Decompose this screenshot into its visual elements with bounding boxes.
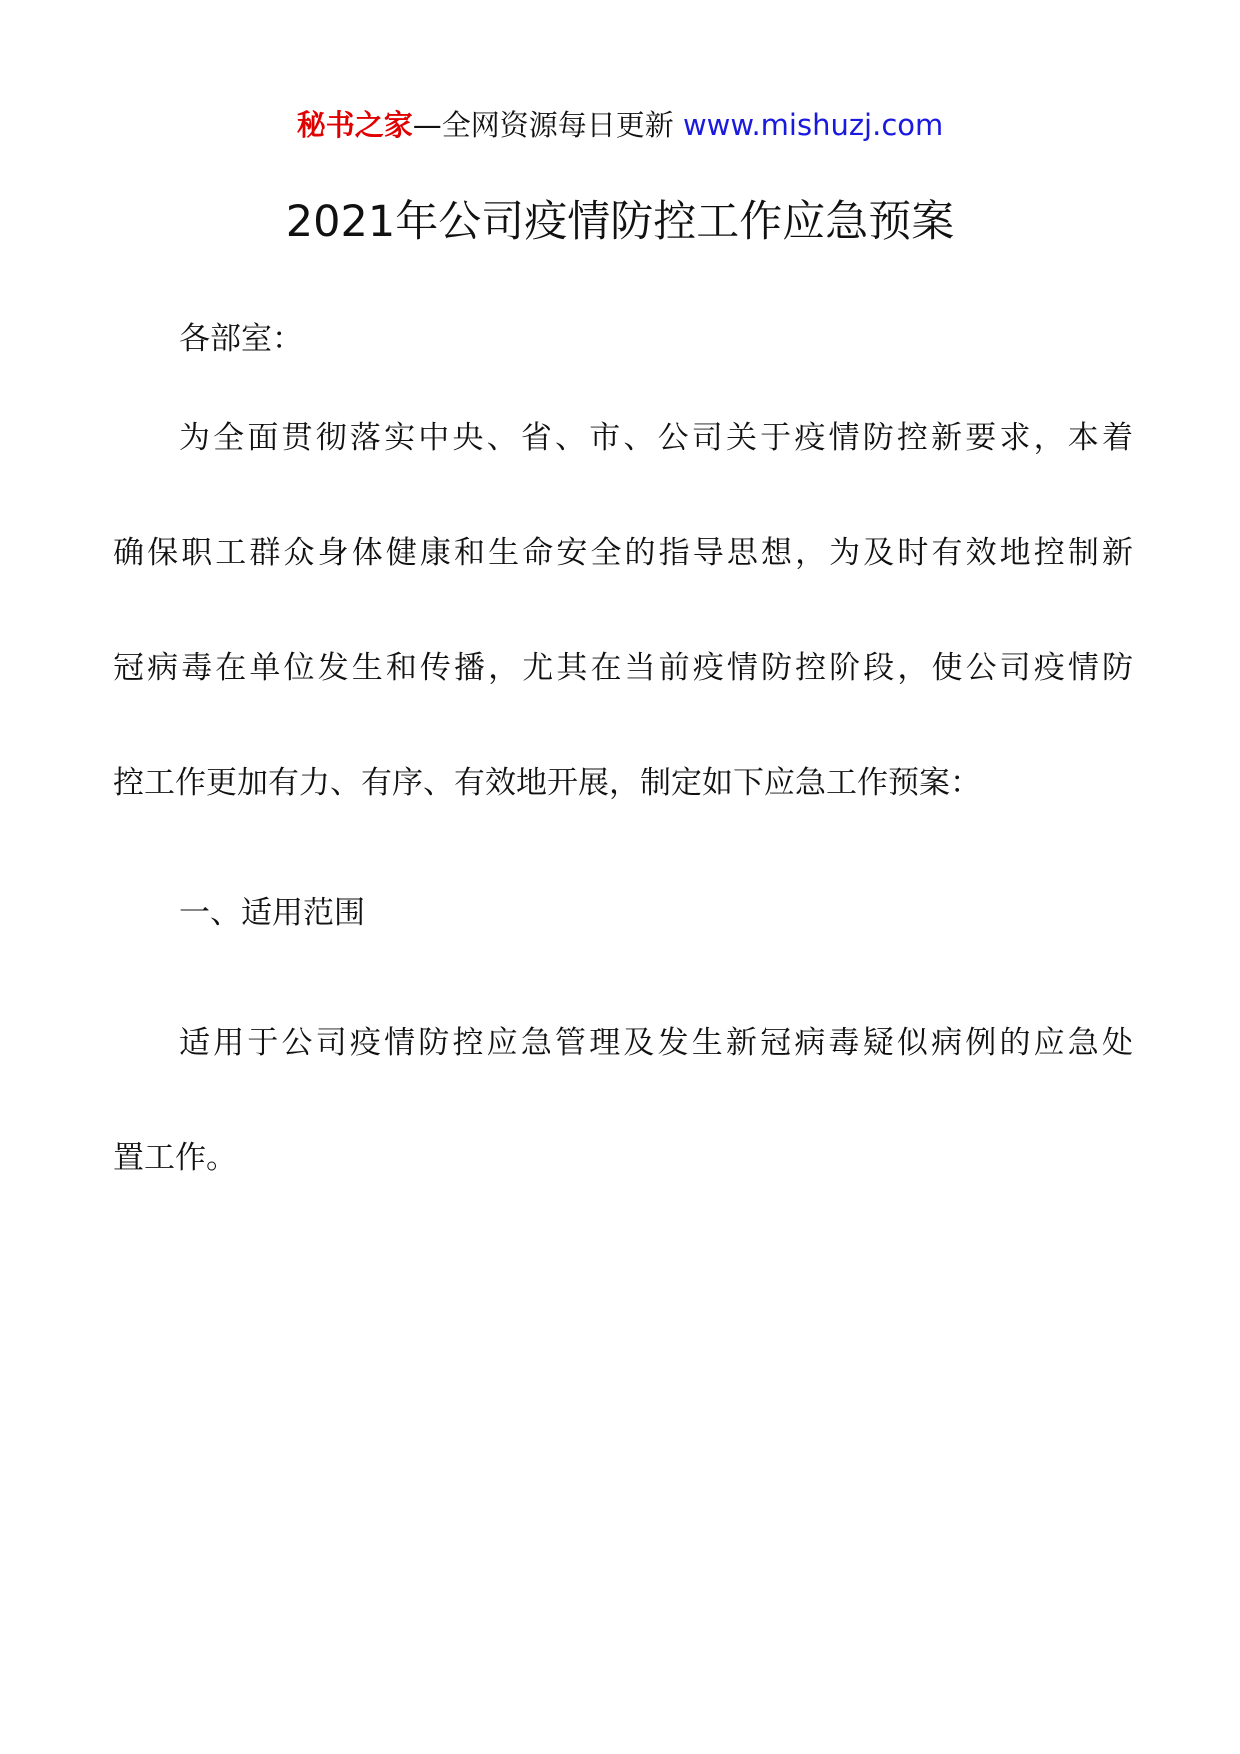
section-heading: 一、适用范围 [179,895,365,931]
salutation: 各部室： [179,321,303,357]
document-title: 2021年公司疫情防控工作应急预案 [285,197,955,247]
intro-paragraph-line: 冠病毒在单位发生和传播，尤其在当前疫情防控阶段，使公司疫情防 [113,650,1133,686]
site-header [0,100,1240,150]
site-brand[interactable]: 秘书之家 [296,108,413,142]
intro-paragraph-line: 确保职工群众身体健康和生命安全的指导思想，为及时有效地控制新 [113,535,1133,571]
scope-paragraph-line: 适用于公司疫情防控应急管理及发生新冠病毒疑似病例的应急处 [179,1025,1133,1061]
intro-paragraph-line: 为全面贯彻落实中央、省、市、公司关于疫情防控新要求，本着 [179,420,1133,456]
scope-paragraph-line: 置工作。 [113,1140,237,1176]
site-tagline: —全网资源每日更新 [412,108,674,142]
site-url-link[interactable]: www.mishuzj.com [682,108,944,142]
intro-paragraph-line: 控工作更加有力、有序、有效地开展，制定如下应急工作预案： [113,765,981,801]
